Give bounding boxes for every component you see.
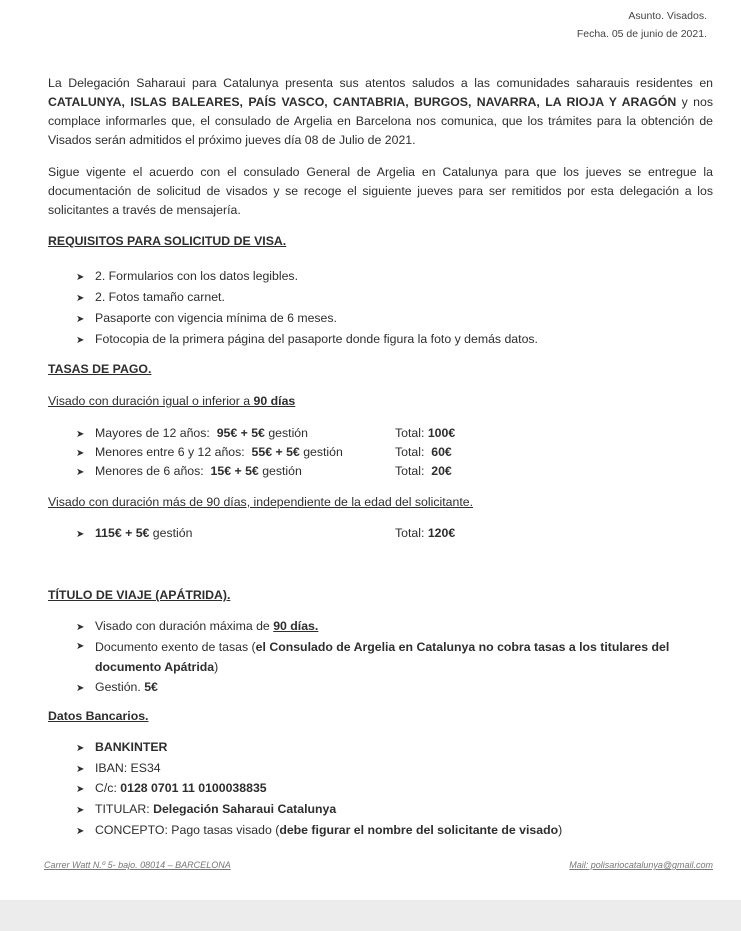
item-text: Documento exento de tasas ( bbox=[95, 640, 256, 654]
intro-text: La Delegación Saharaui para Catalunya presenta sus atentos saludos a las comunidades saharauis residentes en bbox=[48, 76, 713, 90]
fee-gestion: gestión bbox=[262, 464, 302, 478]
account-holder: Delegación Saharaui Catalunya bbox=[153, 802, 337, 816]
list-item bbox=[76, 637, 716, 677]
arrow-bullet-icon: ➤ bbox=[76, 743, 85, 754]
arrow-bullet-icon: ➤ bbox=[76, 826, 85, 837]
fee-label: Menores de 6 años: bbox=[95, 464, 204, 478]
fee-gestion: gestión bbox=[303, 445, 343, 459]
tasas-heading: TASAS DE PAGO. bbox=[48, 362, 152, 376]
fee-row bbox=[76, 524, 676, 544]
total-value: 100€ bbox=[427, 426, 456, 440]
item-bold: el Consulado de Argelia en Catalunya no cobra tasas a los titulares del documento Apátrida bbox=[95, 640, 670, 674]
fee-total bbox=[395, 443, 452, 462]
list-item bbox=[76, 759, 161, 779]
fee-label: Mayores de 12 años: bbox=[95, 426, 210, 440]
item-bold: debe figurar el nombre del solicitante de visado bbox=[279, 823, 559, 837]
arrow-bullet-icon: ➤ bbox=[76, 641, 85, 652]
total-label: Total: bbox=[395, 426, 425, 440]
list-item bbox=[76, 617, 318, 637]
arrow-bullet-icon: ➤ bbox=[76, 784, 85, 795]
arrow-bullet-icon: ➤ bbox=[76, 335, 85, 346]
fee-total bbox=[395, 462, 452, 481]
subject-line: Asunto. Visados. bbox=[628, 10, 707, 22]
arrow-bullet-icon: ➤ bbox=[76, 429, 85, 440]
fee-total bbox=[395, 424, 455, 443]
list-item bbox=[76, 309, 337, 329]
fee-gestion: gestión bbox=[152, 526, 193, 540]
short-visa-subheading bbox=[48, 394, 295, 408]
fee-label: Menores entre 6 y 12 años: bbox=[95, 445, 245, 459]
total-label: Total: bbox=[395, 464, 425, 478]
item-text: Visado con duración máxima de bbox=[95, 619, 274, 633]
footer-address: Carrer Watt N.º 5- bajo. 08014 – BARCELONA bbox=[44, 860, 231, 870]
agreement-paragraph: Sigue vigente el acuerdo con el consulado General de Argelia en Catalunya para que los jueves se entregue la documentación de solicitud de visados y se recoge el siguiente jueves para ser remitidos por esta delegación a los solicitantes a través de mensajería. bbox=[48, 165, 713, 217]
item-text-end: ) bbox=[214, 660, 219, 674]
intro-paragraph bbox=[48, 74, 713, 150]
arrow-bullet-icon: ➤ bbox=[76, 805, 85, 816]
footer-mail[interactable]: Mail: polisariocatalunya@gmail.com bbox=[569, 860, 713, 870]
item-text: TITULAR: bbox=[95, 802, 154, 816]
total-value: 120€ bbox=[427, 526, 456, 540]
list-item bbox=[76, 267, 298, 287]
long-visa-subheading: Visado con duración más de 90 días, independiente de la edad del solicitante. bbox=[48, 495, 473, 509]
item-days: 90 días. bbox=[273, 619, 319, 633]
arrow-bullet-icon: ➤ bbox=[76, 622, 85, 633]
date-line: Fecha. 05 de junio de 2021. bbox=[576, 28, 707, 40]
list-item bbox=[76, 779, 267, 799]
fee-gestion: gestión bbox=[268, 426, 308, 440]
titulo-heading: TÍTULO DE VIAJE (APÁTRIDA). bbox=[48, 588, 231, 602]
arrow-bullet-icon: ➤ bbox=[76, 467, 85, 478]
fee-row bbox=[76, 424, 676, 444]
fee-price: 115€ + 5€ bbox=[95, 526, 150, 540]
total-label: Total: bbox=[395, 526, 425, 540]
iban: IBAN: ES34 bbox=[95, 761, 161, 775]
intro-text-end: y nos complace informarles que, el consulado de Argelia en Barcelona nos comunica, que los trámites para la obtención de Visados serán admitidos el próximo jueves día 08 de Julio de 2021. bbox=[48, 95, 713, 147]
sub-text: Visado con duración igual o inferior a bbox=[48, 394, 254, 408]
fee-row bbox=[76, 462, 676, 482]
bank-heading: Datos Bancarios. bbox=[48, 709, 149, 723]
fee-total bbox=[395, 524, 455, 543]
regions-text: CATALUNYA, ISLAS BALEARES, PAÍS VASCO, CANTABRIA, BURGOS, NAVARRA, LA RIOJA Y ARAGÓN bbox=[48, 95, 677, 109]
requisitos-heading: REQUISITOS PARA SOLICITUD DE VISA. bbox=[48, 234, 287, 248]
list-item bbox=[76, 678, 158, 698]
item-text: C/c: bbox=[95, 781, 121, 795]
item-bold: 5€ bbox=[144, 680, 158, 694]
fee-row bbox=[76, 443, 676, 463]
list-item bbox=[76, 800, 336, 820]
list-item bbox=[76, 738, 167, 758]
sub-days: 90 días bbox=[253, 394, 296, 408]
total-value: 60€ bbox=[431, 445, 452, 459]
fee-price: 95€ + 5€ bbox=[216, 426, 265, 440]
arrow-bullet-icon: ➤ bbox=[76, 272, 85, 283]
total-label: Total: bbox=[395, 445, 425, 459]
bank-name: BANKINTER bbox=[95, 740, 168, 754]
page-bottom-band bbox=[0, 900, 741, 931]
item-text: 2. Formularios con los datos legibles. bbox=[95, 269, 298, 283]
list-item bbox=[76, 330, 538, 350]
list-item bbox=[76, 288, 225, 308]
list-item bbox=[76, 821, 562, 841]
arrow-bullet-icon: ➤ bbox=[76, 448, 85, 459]
arrow-bullet-icon: ➤ bbox=[76, 314, 85, 325]
arrow-bullet-icon: ➤ bbox=[76, 293, 85, 304]
item-text: CONCEPTO: Pago tasas visado ( bbox=[95, 823, 280, 837]
total-value: 20€ bbox=[431, 464, 452, 478]
item-text: 2. Fotos tamaño carnet. bbox=[95, 290, 225, 304]
item-text-end: ) bbox=[558, 823, 563, 837]
arrow-bullet-icon: ➤ bbox=[76, 764, 85, 775]
arrow-bullet-icon: ➤ bbox=[76, 683, 85, 694]
fee-price: 15€ + 5€ bbox=[210, 464, 259, 478]
item-text: Fotocopia de la primera página del pasaporte donde figura la foto y demás datos. bbox=[95, 332, 538, 346]
item-text: Pasaporte con vigencia mínima de 6 meses. bbox=[95, 311, 337, 325]
item-text: Gestión. bbox=[95, 680, 145, 694]
account-number: 0128 0701 11 0100038835 bbox=[120, 781, 267, 795]
arrow-bullet-icon: ➤ bbox=[76, 529, 85, 540]
fee-price: 55€ + 5€ bbox=[251, 445, 300, 459]
